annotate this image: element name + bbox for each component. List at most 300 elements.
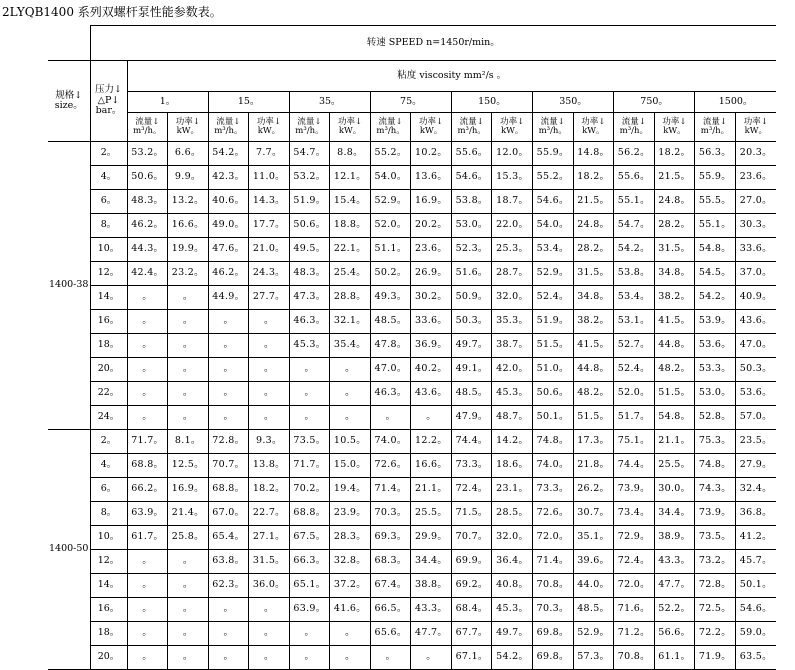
flow-value: 65.4。 bbox=[208, 526, 249, 550]
power-value: 28.7。 bbox=[492, 262, 533, 286]
power-value: 41.5。 bbox=[573, 334, 614, 358]
flow-value: 55.9。 bbox=[695, 166, 736, 190]
viscosity-column-7: 1500。 bbox=[695, 92, 776, 113]
pressure-cell: 2。 bbox=[90, 142, 127, 166]
flow-value: 61.7。 bbox=[127, 526, 168, 550]
table-row bbox=[48, 430, 776, 454]
power-value: 36.4。 bbox=[492, 550, 533, 574]
flow-value: 73.3。 bbox=[532, 478, 573, 502]
power-value: 。 bbox=[168, 358, 209, 382]
power-value: 32.0。 bbox=[492, 286, 533, 310]
flow-value: 48.5。 bbox=[370, 310, 411, 334]
power-value: 25.4。 bbox=[330, 262, 371, 286]
flow-value: 70.3。 bbox=[370, 502, 411, 526]
flow-value: 47.9。 bbox=[451, 406, 492, 430]
flow-value: 56.3。 bbox=[695, 142, 736, 166]
flow-value: 。 bbox=[127, 310, 168, 334]
table-row bbox=[48, 166, 776, 190]
flow-value: 49.7。 bbox=[451, 334, 492, 358]
power-value: 38.7。 bbox=[492, 334, 533, 358]
flow-value: 50.3。 bbox=[451, 310, 492, 334]
flow-value: 71.7。 bbox=[127, 430, 168, 454]
flow-value: 。 bbox=[127, 598, 168, 622]
power-unit-header: 功率↓ kW。 bbox=[573, 113, 614, 142]
flow-value: 。 bbox=[208, 406, 249, 430]
power-value: 30.7。 bbox=[573, 502, 614, 526]
power-value: 15.0。 bbox=[330, 454, 371, 478]
flow-value: 。 bbox=[370, 406, 411, 430]
flow-value: 。 bbox=[208, 382, 249, 406]
flow-value: 73.4。 bbox=[614, 502, 655, 526]
flow-value: 55.6。 bbox=[451, 142, 492, 166]
power-value: 18.2。 bbox=[573, 166, 614, 190]
table-row bbox=[48, 310, 776, 334]
power-value: 7.7。 bbox=[249, 142, 290, 166]
flow-value: 52.9。 bbox=[532, 262, 573, 286]
power-value: 40.2。 bbox=[411, 358, 452, 382]
flow-value: 73.9。 bbox=[695, 502, 736, 526]
flow-value: 。 bbox=[208, 646, 249, 670]
power-value: 15.4。 bbox=[330, 190, 371, 214]
power-value: 34.8。 bbox=[654, 262, 695, 286]
flow-value: 72.9。 bbox=[614, 526, 655, 550]
power-value: 25.8。 bbox=[168, 526, 209, 550]
flow-value: 47.3。 bbox=[289, 286, 330, 310]
flow-value: 49.1。 bbox=[451, 358, 492, 382]
power-value: 。 bbox=[249, 310, 290, 334]
power-value: 21.1。 bbox=[411, 478, 452, 502]
flow-value: 75.3。 bbox=[695, 430, 736, 454]
flow-value: 71.6。 bbox=[614, 598, 655, 622]
power-value: 21.5。 bbox=[573, 190, 614, 214]
flow-value: 74.3。 bbox=[695, 478, 736, 502]
flow-value: 51.9。 bbox=[289, 190, 330, 214]
pressure-cell: 18。 bbox=[90, 622, 127, 646]
table-row bbox=[48, 334, 776, 358]
corner-cell bbox=[48, 26, 90, 61]
power-value: 。 bbox=[249, 622, 290, 646]
power-value: 31.5。 bbox=[654, 238, 695, 262]
pressure-cell: 22。 bbox=[90, 382, 127, 406]
power-value: 16.9。 bbox=[411, 190, 452, 214]
flow-value: 54.7。 bbox=[614, 214, 655, 238]
flow-value: 50.6。 bbox=[289, 214, 330, 238]
power-value: 14.8。 bbox=[573, 142, 614, 166]
flow-value: 73.2。 bbox=[695, 550, 736, 574]
power-value: 。 bbox=[411, 406, 452, 430]
power-value: 27.9。 bbox=[735, 454, 776, 478]
power-value: 41.5。 bbox=[654, 310, 695, 334]
power-value: 。 bbox=[330, 406, 371, 430]
power-value: 22.7。 bbox=[249, 502, 290, 526]
flow-value: 72.8。 bbox=[695, 574, 736, 598]
flow-value: 68.8。 bbox=[289, 502, 330, 526]
table-row bbox=[48, 238, 776, 262]
power-value: 。 bbox=[330, 646, 371, 670]
flow-value: 73.3。 bbox=[451, 454, 492, 478]
power-unit-header: 功率↓ kW。 bbox=[249, 113, 290, 142]
power-value: 44.8。 bbox=[654, 334, 695, 358]
flow-value: 。 bbox=[127, 574, 168, 598]
power-value: 27.0。 bbox=[735, 190, 776, 214]
power-value: 54.8。 bbox=[654, 406, 695, 430]
power-value: 34.4。 bbox=[411, 550, 452, 574]
flow-value: 69.8。 bbox=[532, 646, 573, 670]
power-value: 28.2。 bbox=[573, 238, 614, 262]
power-value: 30.3。 bbox=[735, 214, 776, 238]
flow-value: 52.4。 bbox=[532, 286, 573, 310]
power-value: 16.6。 bbox=[411, 454, 452, 478]
power-value: 22.1。 bbox=[330, 238, 371, 262]
flow-value: 67.5。 bbox=[289, 526, 330, 550]
pressure-cell: 16。 bbox=[90, 310, 127, 334]
flow-value: 74.8。 bbox=[532, 430, 573, 454]
power-value: 。 bbox=[249, 334, 290, 358]
flow-value: 52.9。 bbox=[370, 190, 411, 214]
power-value: 12.0。 bbox=[492, 142, 533, 166]
flow-value: 。 bbox=[289, 406, 330, 430]
flow-value: 55.5。 bbox=[695, 190, 736, 214]
flow-value: 72.0。 bbox=[532, 526, 573, 550]
flow-value: 54.6。 bbox=[532, 190, 573, 214]
flow-value: 47.8。 bbox=[370, 334, 411, 358]
table-row bbox=[48, 262, 776, 286]
power-value: 48.2。 bbox=[654, 358, 695, 382]
power-value: 12.2。 bbox=[411, 430, 452, 454]
flow-value: 70.7。 bbox=[451, 526, 492, 550]
power-value: 48.7。 bbox=[492, 406, 533, 430]
power-value: 。 bbox=[168, 574, 209, 598]
power-unit-header: 功率↓ kW。 bbox=[411, 113, 452, 142]
power-value: 39.6。 bbox=[573, 550, 614, 574]
flow-value: 53.9。 bbox=[695, 310, 736, 334]
power-value: 45.7。 bbox=[735, 550, 776, 574]
table-row bbox=[48, 502, 776, 526]
pressure-header: 压力↓ △P↓ bar。 bbox=[90, 61, 127, 142]
power-value: 9.9。 bbox=[168, 166, 209, 190]
speed-header: 转速 SPEED n=1450r/min。 bbox=[90, 26, 776, 61]
flow-value: 。 bbox=[127, 334, 168, 358]
size-cell: 1400-50 bbox=[48, 430, 90, 670]
power-value: 29.9。 bbox=[411, 526, 452, 550]
flow-value: 51.0。 bbox=[532, 358, 573, 382]
flow-value: 55.2。 bbox=[532, 166, 573, 190]
flow-value: 70.3。 bbox=[532, 598, 573, 622]
table-row bbox=[48, 574, 776, 598]
flow-value: 55.6。 bbox=[614, 166, 655, 190]
flow-value: 66.2。 bbox=[127, 478, 168, 502]
flow-value: 53.0。 bbox=[451, 214, 492, 238]
power-value: 36.8。 bbox=[735, 502, 776, 526]
flow-value: 50.2。 bbox=[370, 262, 411, 286]
power-value: 50.3。 bbox=[735, 358, 776, 382]
flow-value: 71.7。 bbox=[289, 454, 330, 478]
power-value: 28.3。 bbox=[330, 526, 371, 550]
viscosity-column-6: 750。 bbox=[614, 92, 695, 113]
table-row bbox=[48, 382, 776, 406]
flow-unit-header: 流量↓ m³/h。 bbox=[289, 113, 330, 142]
flow-value: 52.0。 bbox=[370, 214, 411, 238]
flow-value: 。 bbox=[127, 646, 168, 670]
flow-value: 74.0。 bbox=[370, 430, 411, 454]
viscosity-column-0: 1。 bbox=[127, 92, 208, 113]
flow-value: 70.7。 bbox=[208, 454, 249, 478]
flow-value: 55.2。 bbox=[370, 142, 411, 166]
flow-value: 74.4。 bbox=[614, 454, 655, 478]
power-value: 51.5。 bbox=[573, 406, 614, 430]
power-value: 45.3。 bbox=[492, 598, 533, 622]
power-value: 13.8。 bbox=[249, 454, 290, 478]
pressure-cell: 2。 bbox=[90, 430, 127, 454]
power-value: 。 bbox=[249, 598, 290, 622]
flow-value: 72.6。 bbox=[532, 502, 573, 526]
power-value: 32.4。 bbox=[735, 478, 776, 502]
flow-value: 45.3。 bbox=[289, 334, 330, 358]
power-value: 26.9。 bbox=[411, 262, 452, 286]
power-value: 35.4。 bbox=[330, 334, 371, 358]
pressure-cell: 14。 bbox=[90, 574, 127, 598]
flow-value: 54.6。 bbox=[451, 166, 492, 190]
flow-value: 67.7。 bbox=[451, 622, 492, 646]
power-value: 15.3。 bbox=[492, 166, 533, 190]
power-value: 26.2。 bbox=[573, 478, 614, 502]
power-value: 27.7。 bbox=[249, 286, 290, 310]
flow-value: 71.5。 bbox=[451, 502, 492, 526]
flow-value: 。 bbox=[289, 646, 330, 670]
flow-value: 47.6。 bbox=[208, 238, 249, 262]
flow-value: 70.2。 bbox=[289, 478, 330, 502]
flow-value: 70.8。 bbox=[532, 574, 573, 598]
flow-value: 69.2。 bbox=[451, 574, 492, 598]
power-value: 19.4。 bbox=[330, 478, 371, 502]
power-value: 18.7。 bbox=[492, 190, 533, 214]
power-value: 18.8。 bbox=[330, 214, 371, 238]
power-value: 。 bbox=[168, 598, 209, 622]
pressure-cell: 10。 bbox=[90, 238, 127, 262]
performance-table bbox=[48, 25, 776, 670]
power-value: 。 bbox=[168, 310, 209, 334]
power-value: 59.0。 bbox=[735, 622, 776, 646]
power-value: 。 bbox=[249, 646, 290, 670]
power-value: 40.8。 bbox=[492, 574, 533, 598]
flow-value: 69.8。 bbox=[532, 622, 573, 646]
power-value: 43.6。 bbox=[735, 310, 776, 334]
power-value: 50.1。 bbox=[735, 574, 776, 598]
power-value: 18.6。 bbox=[492, 454, 533, 478]
flow-value: 53.0。 bbox=[695, 382, 736, 406]
pressure-cell: 8。 bbox=[90, 214, 127, 238]
pressure-cell: 18。 bbox=[90, 334, 127, 358]
power-value: 。 bbox=[168, 550, 209, 574]
table-row bbox=[48, 622, 776, 646]
flow-value: 48.3。 bbox=[127, 190, 168, 214]
table-row bbox=[48, 598, 776, 622]
flow-value: 73.5。 bbox=[289, 430, 330, 454]
flow-value: 44.9。 bbox=[208, 286, 249, 310]
power-value: 37.2。 bbox=[330, 574, 371, 598]
flow-value: 55.9。 bbox=[532, 142, 573, 166]
flow-value: 53.8。 bbox=[451, 190, 492, 214]
power-value: 52.9。 bbox=[573, 622, 614, 646]
power-value: 31.5。 bbox=[573, 262, 614, 286]
power-value: 13.6。 bbox=[411, 166, 452, 190]
power-value: 10.2。 bbox=[411, 142, 452, 166]
power-value: 13.2。 bbox=[168, 190, 209, 214]
flow-value: 53.1。 bbox=[614, 310, 655, 334]
power-value: 21.4。 bbox=[168, 502, 209, 526]
table-row bbox=[48, 286, 776, 310]
power-value: 。 bbox=[168, 286, 209, 310]
flow-value: 51.6。 bbox=[451, 262, 492, 286]
pressure-cell: 6。 bbox=[90, 478, 127, 502]
flow-value: 46.3。 bbox=[370, 382, 411, 406]
power-value: 8.8。 bbox=[330, 142, 371, 166]
flow-value: 。 bbox=[208, 598, 249, 622]
power-value: 8.1。 bbox=[168, 430, 209, 454]
flow-unit-header: 流量↓ m³/h。 bbox=[532, 113, 573, 142]
power-value: 40.9。 bbox=[735, 286, 776, 310]
viscosity-header: 粘度 viscosity mm²/s 。 bbox=[127, 61, 776, 92]
power-value: 10.5。 bbox=[330, 430, 371, 454]
flow-value: 72.2。 bbox=[695, 622, 736, 646]
viscosity-column-5: 350。 bbox=[532, 92, 613, 113]
flow-value: 63.8。 bbox=[208, 550, 249, 574]
pressure-cell: 24。 bbox=[90, 406, 127, 430]
pressure-cell: 10。 bbox=[90, 526, 127, 550]
power-value: 25.5。 bbox=[411, 502, 452, 526]
flow-value: 。 bbox=[370, 646, 411, 670]
flow-value: 72.6。 bbox=[370, 454, 411, 478]
power-value: 57.0。 bbox=[735, 406, 776, 430]
power-value: 21.8。 bbox=[573, 454, 614, 478]
flow-value: 67.1。 bbox=[451, 646, 492, 670]
power-value: 36.9。 bbox=[411, 334, 452, 358]
power-unit-header: 功率↓ kW。 bbox=[330, 113, 371, 142]
flow-value: 71.4。 bbox=[370, 478, 411, 502]
table-row bbox=[48, 478, 776, 502]
power-value: 18.2。 bbox=[654, 142, 695, 166]
power-value: 47.7。 bbox=[411, 622, 452, 646]
document-title: 2LYQB1400 系列双螺杆泵性能参数表。 bbox=[2, 5, 222, 19]
flow-value: 55.1。 bbox=[695, 214, 736, 238]
flow-value: 54.2。 bbox=[208, 142, 249, 166]
power-value: 。 bbox=[330, 622, 371, 646]
flow-value: 72.4。 bbox=[451, 478, 492, 502]
power-value: 44.8。 bbox=[573, 358, 614, 382]
power-value: 21.0。 bbox=[249, 238, 290, 262]
flow-value: 63.9。 bbox=[289, 598, 330, 622]
flow-value: 74.0。 bbox=[532, 454, 573, 478]
power-value: 23.6。 bbox=[735, 166, 776, 190]
flow-value: 54.5。 bbox=[695, 262, 736, 286]
flow-value: 71.2。 bbox=[614, 622, 655, 646]
power-value: 21.5。 bbox=[654, 166, 695, 190]
power-value: 21.1。 bbox=[654, 430, 695, 454]
power-value: 47.7。 bbox=[654, 574, 695, 598]
pressure-cell: 4。 bbox=[90, 454, 127, 478]
power-value: 49.7。 bbox=[492, 622, 533, 646]
power-value: 41.2。 bbox=[735, 526, 776, 550]
flow-value: 。 bbox=[127, 286, 168, 310]
power-value: 17.3。 bbox=[573, 430, 614, 454]
power-value: 。 bbox=[249, 358, 290, 382]
flow-value: 50.9。 bbox=[451, 286, 492, 310]
flow-value: 52.0。 bbox=[614, 382, 655, 406]
pressure-cell: 20。 bbox=[90, 646, 127, 670]
table-row bbox=[48, 550, 776, 574]
power-value: 34.4。 bbox=[654, 502, 695, 526]
power-value: 33.6。 bbox=[411, 310, 452, 334]
power-value: 11.0。 bbox=[249, 166, 290, 190]
power-value: 44.0。 bbox=[573, 574, 614, 598]
flow-value: 。 bbox=[208, 358, 249, 382]
pressure-cell: 6。 bbox=[90, 190, 127, 214]
flow-unit-header: 流量↓ m³/h。 bbox=[695, 113, 736, 142]
power-value: 。 bbox=[411, 646, 452, 670]
table-row bbox=[48, 142, 776, 166]
table-row bbox=[48, 454, 776, 478]
power-value: 38.9。 bbox=[654, 526, 695, 550]
flow-value: 。 bbox=[127, 382, 168, 406]
table-row bbox=[48, 358, 776, 382]
power-value: 25.5。 bbox=[654, 454, 695, 478]
power-value: 38.2。 bbox=[573, 310, 614, 334]
flow-value: 54.2。 bbox=[695, 286, 736, 310]
power-value: 20.2。 bbox=[411, 214, 452, 238]
flow-value: 48.5。 bbox=[451, 382, 492, 406]
power-value: 32.0。 bbox=[492, 526, 533, 550]
power-value: 14.2。 bbox=[492, 430, 533, 454]
table-row bbox=[48, 526, 776, 550]
power-value: 30.0。 bbox=[654, 478, 695, 502]
flow-value: 51.9。 bbox=[532, 310, 573, 334]
flow-value: 65.1。 bbox=[289, 574, 330, 598]
power-value: 42.0。 bbox=[492, 358, 533, 382]
flow-value: 67.0。 bbox=[208, 502, 249, 526]
flow-value: 。 bbox=[127, 358, 168, 382]
power-value: 56.6。 bbox=[654, 622, 695, 646]
power-value: 9.3。 bbox=[249, 430, 290, 454]
pressure-cell: 12。 bbox=[90, 550, 127, 574]
pressure-cell: 16。 bbox=[90, 598, 127, 622]
flow-unit-header: 流量↓ m³/h。 bbox=[451, 113, 492, 142]
power-value: 24.8。 bbox=[573, 214, 614, 238]
power-value: 54.2。 bbox=[492, 646, 533, 670]
power-value: 。 bbox=[168, 334, 209, 358]
power-unit-header: 功率↓ kW。 bbox=[654, 113, 695, 142]
flow-value: 。 bbox=[289, 622, 330, 646]
flow-unit-header: 流量↓ m³/h。 bbox=[127, 113, 168, 142]
flow-value: 66.5。 bbox=[370, 598, 411, 622]
flow-value: 46.3。 bbox=[289, 310, 330, 334]
viscosity-column-1: 15。 bbox=[208, 92, 289, 113]
power-value: 28.8。 bbox=[330, 286, 371, 310]
flow-value: 69.9。 bbox=[451, 550, 492, 574]
flow-unit-header: 流量↓ m³/h。 bbox=[614, 113, 655, 142]
power-value: 36.0。 bbox=[249, 574, 290, 598]
power-value: 12.5。 bbox=[168, 454, 209, 478]
flow-value: 70.8。 bbox=[614, 646, 655, 670]
power-value: 23.1。 bbox=[492, 478, 533, 502]
power-value: 14.3。 bbox=[249, 190, 290, 214]
power-value: 31.5。 bbox=[249, 550, 290, 574]
power-value: 41.6。 bbox=[330, 598, 371, 622]
power-value: 32.8。 bbox=[330, 550, 371, 574]
flow-value: 42.4。 bbox=[127, 262, 168, 286]
power-value: 61.1。 bbox=[654, 646, 695, 670]
flow-value: 。 bbox=[127, 622, 168, 646]
flow-value: 54.0。 bbox=[532, 214, 573, 238]
